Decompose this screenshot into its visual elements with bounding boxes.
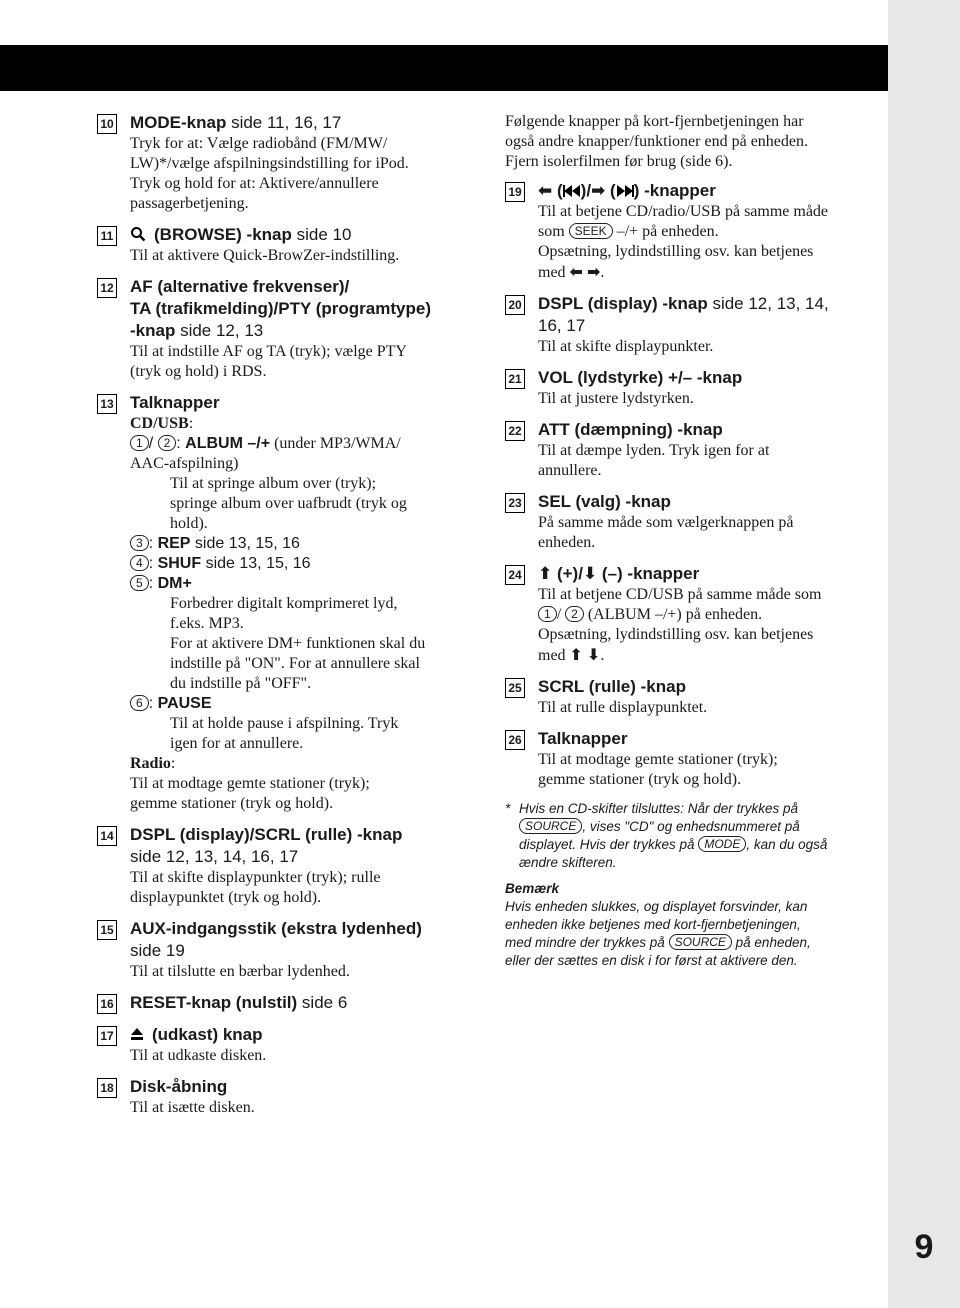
source-key: SOURCE — [519, 818, 582, 834]
item-title: DSPL (display)/SCRL (rulle) -knap — [130, 825, 403, 844]
item-title: MODE-knap — [130, 113, 227, 132]
item-title: SEL (valg) -knap — [538, 492, 671, 511]
intro-text: Følgende knapper på kort-fjernbetjeningen har også andre knapper/funktioner end på enheden. Fjern isolerfilmen før brug (side 6). — [505, 113, 808, 170]
item-number: 22 — [505, 421, 525, 441]
arrow-right-icon: ➡ — [591, 181, 606, 201]
item-16: 16 RESET-knap (nulstil) side 6 — [97, 992, 477, 1014]
page-number: 9 — [914, 1228, 934, 1266]
item-number: 13 — [97, 394, 117, 414]
mode-key: MODE — [698, 836, 746, 852]
header-bar — [0, 45, 888, 91]
item-21: 21 VOL (lydstyrke) +/– -knap Til at justere lydstyrken. — [505, 367, 877, 409]
item-number: 20 — [505, 295, 525, 315]
note-heading: Bemærk — [505, 881, 560, 896]
arrow-up-icon: ⬆ — [569, 645, 583, 664]
key-1: 1 — [538, 606, 557, 622]
item-11: 11 (BROWSE) -knap side 10 Til at aktivere Quick-BrowZer-indstilling. — [97, 224, 477, 266]
previous-track-icon — [563, 185, 581, 197]
item-18: 18 Disk-åbning Til at isætte disken. — [97, 1076, 477, 1118]
key-3: 3 — [130, 535, 149, 551]
item-15: 15 AUX-indgangsstik (ekstra lydenhed) side 19 Til at tilslutte en bærbar lydenhed. — [97, 918, 477, 982]
item-number: 23 — [505, 493, 525, 513]
key-2: 2 — [565, 606, 584, 622]
item-title: Talknapper — [538, 729, 628, 748]
item-title: DSPL (display) -knap — [538, 294, 708, 313]
key-1: 1 — [130, 435, 149, 451]
key-6: 6 — [130, 695, 149, 711]
next-track-icon — [616, 185, 634, 197]
item-25: 25 SCRL (rulle) -knap Til at rulle displaypunktet. — [505, 676, 877, 718]
key-2: 2 — [158, 435, 177, 451]
item-title: (udkast) knap — [152, 1025, 263, 1044]
item-17: 17 (udkast) knap Til at udkaste disken. — [97, 1024, 477, 1066]
arrow-left-icon: ⬅ — [569, 262, 583, 281]
footnote: * Hvis en CD-skifter tilsluttes: Når der trykkes på SOURCE , vises "CD" og enhedsnummeret på displayet. Hvis der trykkes på MODE , kan du også ændre skifteren. — [505, 801, 828, 870]
item-20: 20 DSPL (display) -knap side 12, 13, 14, 16, 17 Til at skifte displaypunkter. — [505, 293, 877, 357]
key-4: 4 — [130, 555, 149, 571]
item-number: 10 — [97, 114, 117, 134]
arrow-down-icon: ⬇ — [582, 564, 598, 584]
item-number: 17 — [97, 1026, 117, 1046]
item-number: 21 — [505, 369, 525, 389]
item-12: 12 AF (alternative frekvenser)/ TA (trafikmelding)/PTY (programtype) -knap side 12, 13 Til at indstille AF og TA (tryk); vælge PTY (tryk og hold) i RDS. — [97, 276, 477, 382]
item-number: 12 — [97, 278, 117, 298]
item-title: Disk-åbning — [130, 1077, 228, 1096]
item-24: 24 ⬆ (+)/⬇ (–) -knapper Til at betjene CD/USB på samme måde som 1 / 2 (ALBUM –/+) på enheden. Opsætning, lydindstilling osv. kan betjenes med ⬆ ⬇. — [505, 563, 877, 666]
item-title: AUX-indgangsstik (ekstra lydenhed) — [130, 919, 422, 938]
item-number: 18 — [97, 1078, 117, 1098]
item-title: (BROWSE) -knap — [154, 225, 292, 244]
key-5: 5 — [130, 575, 149, 591]
item-title: ATT (dæmpning) -knap — [538, 420, 723, 439]
item-number: 14 — [97, 826, 117, 846]
right-column — [505, 112, 877, 970]
item-26: 26 Talknapper Til at modtage gemte stationer (tryk); gemme stationer (tryk og hold). — [505, 728, 877, 790]
item-number: 11 — [97, 226, 117, 246]
item-title: VOL (lydstyrke) +/– -knap — [538, 368, 743, 387]
item-title: RESET-knap (nulstil) — [130, 993, 298, 1012]
item-13: 13 Talknapper CD/USB: 1 / 2 : ALBUM –/+ (under MP3/WMA/ AAC-afspilning) Til at springe album over (tryk); springe album over uafbrudt (tryk og hold). 3 : REP side 13, 15, 16 4 : SHUF side 13, 15, 16 5 : DM+ Forbedrer digitalt komprimeret lyd, f.eks. MP3. For at aktivere DM+ funktionen skal du indstille på "ON". For at annullere skal du indstille på "OFF". 6 : PAUSE Til at holde pause i afspilning. Tryk igen for at annullere. Radio: Til at modtage gemte stationer (tryk); gemme stationer (tryk og hold). — [97, 392, 477, 814]
item-number: 16 — [97, 994, 117, 1014]
search-icon — [130, 226, 146, 242]
item-number: 26 — [505, 730, 525, 750]
left-column — [97, 112, 477, 1128]
item-14: 14 DSPL (display)/SCRL (rulle) -knap side 12, 13, 14, 16, 17 Til at skifte displaypunkter (tryk); rulle displaypunktet (tryk og hold). — [97, 824, 477, 908]
item-number: 19 — [505, 182, 525, 202]
seek-key: SEEK — [569, 223, 613, 239]
item-10: 10 MODE-knap side 11, 16, 17 Tryk for at: Vælge radiobånd (FM/MW/ LW)*/vælge afspilningsindstilling for iPod. Tryk og hold for at: Aktivere/annullere passagerbetjening. — [97, 112, 477, 214]
arrow-right-icon: ➡ — [586, 262, 601, 281]
item-number: 25 — [505, 678, 525, 698]
item-19: 19 ⬅ ( )/➡ ( ) -knapper Til at betjene CD/radio/USB på samme måde som SEEK –/+ på enheden. Opsætning, lydindstilling osv. kan betjenes med ⬅ ➡. — [505, 180, 877, 283]
item-number: 15 — [97, 920, 117, 940]
eject-icon — [130, 1027, 144, 1041]
item-title: SCRL (rulle) -knap — [538, 677, 686, 696]
item-title: Talknapper — [130, 393, 220, 412]
arrow-up-icon: ⬆ — [538, 564, 553, 584]
item-22: 22 ATT (dæmpning) -knap Til at dæmpe lyden. Tryk igen for at annullere. — [505, 419, 877, 481]
item-23: 23 SEL (valg) -knap På samme måde som vælgerknappen på enheden. — [505, 491, 877, 553]
source-key: SOURCE — [669, 934, 732, 950]
arrow-down-icon: ⬇ — [586, 645, 601, 664]
note-text: Hvis enheden slukkes, og displayet forsvinder, kan enheden ikke betjenes med kort-fjernbetjeningen, med mindre der trykkes på SOURCE på enheden, eller der sættes en disk i for først at aktivere den. — [505, 899, 811, 968]
item-number: 24 — [505, 565, 525, 585]
arrow-left-icon: ⬅ — [538, 181, 553, 201]
side-margin — [888, 0, 960, 1308]
